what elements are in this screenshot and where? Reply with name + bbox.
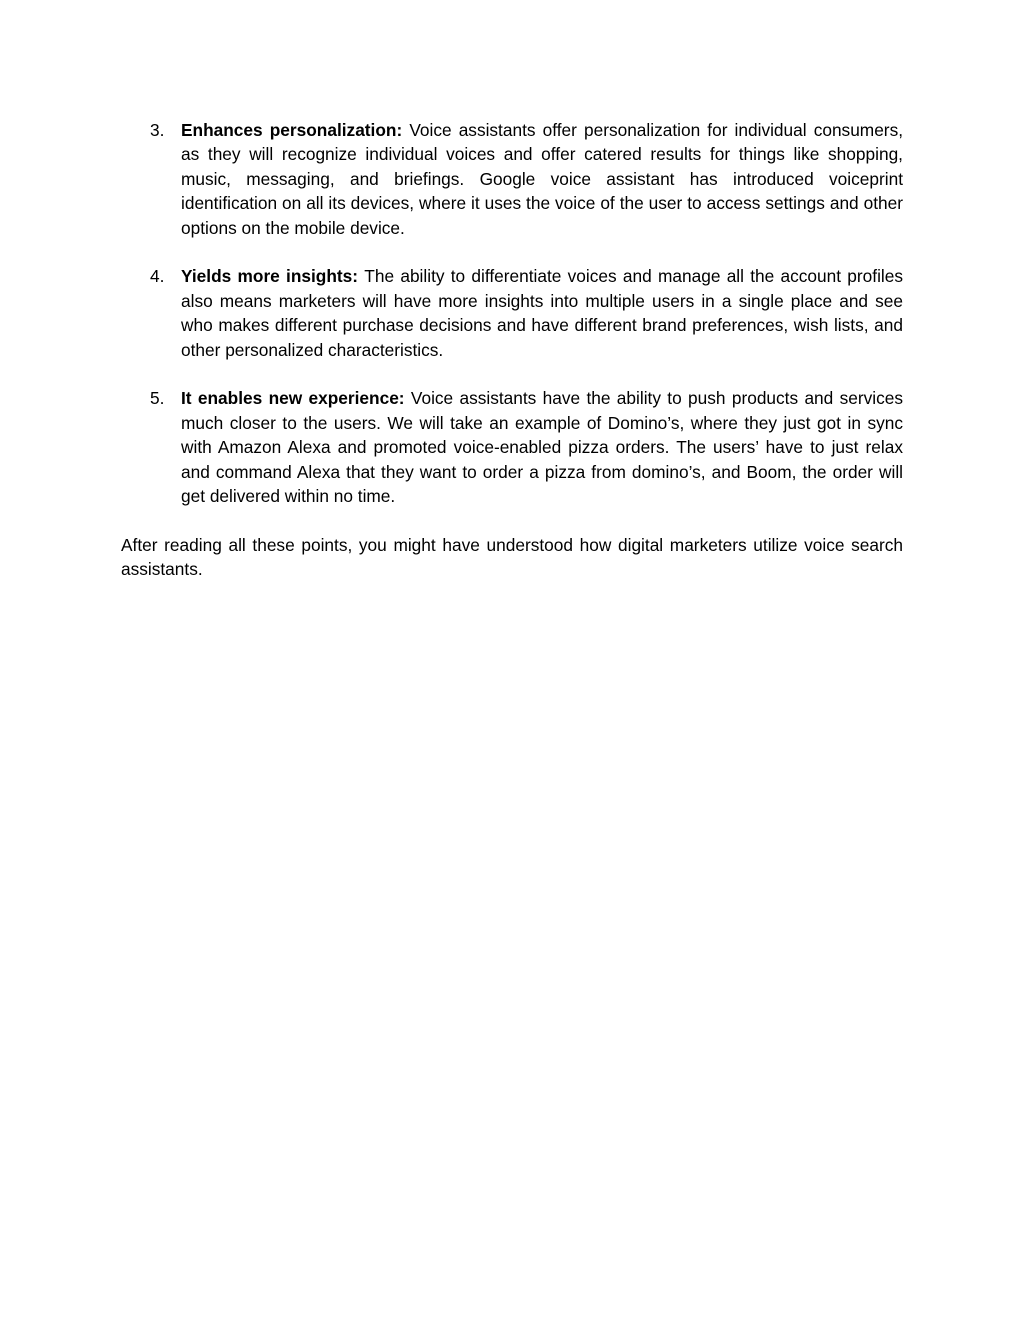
list-item-title: Enhances personalization:: [181, 120, 410, 140]
list-item: [121, 386, 903, 508]
numbered-list: [121, 118, 903, 508]
list-item-title: It enables new experience:: [181, 388, 411, 409]
list-item-body: The ability to differentiate voices and manage all the account profiles also means marketers will have more insights into multiple users in a single place and see who makes different purchase decisions and have different brand preferences, wish lists, and other personalized characteristics.: [181, 266, 903, 360]
closing-paragraph: After reading all these points, you might have understood how digital marketers utilize voice search assistants.: [121, 534, 903, 580]
list-item-body: Voice assistants have the ability to push products and services much closer to the users. We will take an example of Domino’s, where they just got in sync with Amazon Alexa and promoted voice-enabled pizza orders. The users’ have to just relax and command Alexa that they want to order a pizza from domino’s, and Boom, the order will get delivered within no time.: [181, 388, 903, 507]
list-item-number: 4.: [150, 266, 165, 287]
page-content: [121, 118, 903, 582]
list-item-number: 3.: [150, 120, 165, 140]
list-item-body: Voice assistants offer personalization for individual consumers, as they will recognize individual voices and offer catered results for things like shopping, music, messaging, and briefings. Google voice assistant has introduced voiceprint identification on all its devices, where it uses the voice of the user to access settings and other options on the mobile device.: [181, 120, 904, 238]
list-item: [121, 118, 903, 240]
list-item-title: Yields more insights:: [181, 266, 365, 287]
list-item: [121, 264, 903, 362]
list-item-number: 5.: [150, 388, 165, 409]
